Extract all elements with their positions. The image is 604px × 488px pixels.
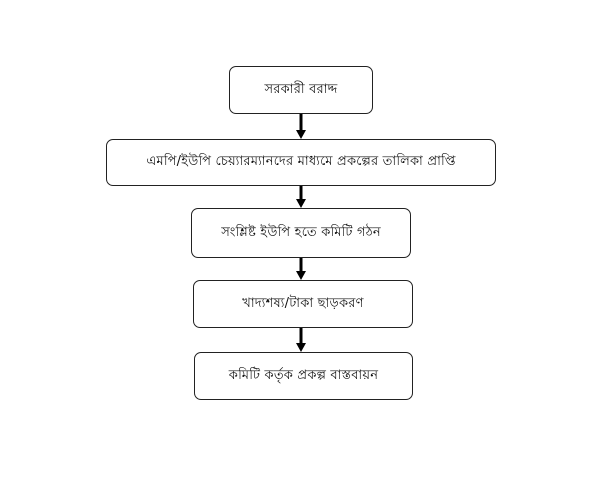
arrow-head bbox=[296, 343, 306, 352]
arrow-n3-to-n4 bbox=[296, 258, 306, 280]
arrow-head bbox=[296, 271, 306, 280]
node-label: খাদ্যশষ্য/টাকা ছাড়করণ bbox=[242, 295, 364, 311]
node-label: কমিটি কর্তৃক প্রকল্প বাস্তবায়ন bbox=[228, 367, 379, 383]
arrow-n2-to-n3 bbox=[296, 186, 306, 208]
arrow-head bbox=[296, 199, 306, 208]
node-label: সংশ্লিষ্ট ইউপি হতে কমিটি গঠন bbox=[221, 224, 381, 240]
arrow-n1-to-n2 bbox=[296, 114, 306, 139]
node-label: এমপি/ইউপি চেয়্যারম্যানদের মাধ্যমে প্রকল্পের তালিকা প্রাপ্তি bbox=[146, 154, 456, 169]
node-label: সরকারী বরাদ্দ bbox=[264, 81, 338, 97]
arrow-n4-to-n5 bbox=[296, 328, 306, 352]
arrow-head bbox=[296, 130, 306, 139]
